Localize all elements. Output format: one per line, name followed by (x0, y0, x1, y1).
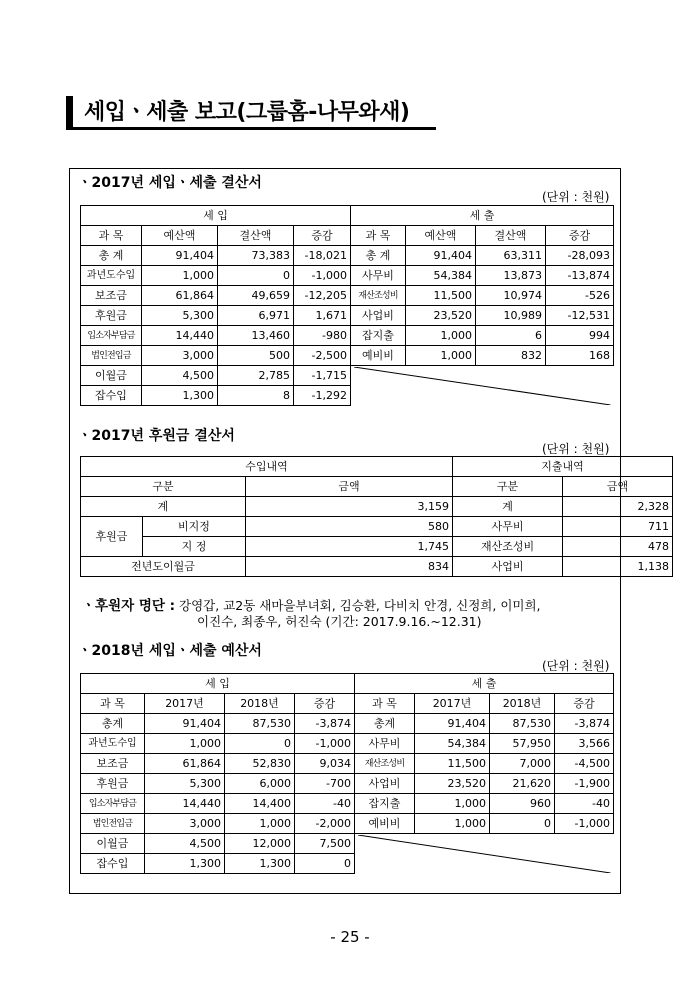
value-cell: 7,000 (490, 754, 555, 774)
value-cell: 63,311 (476, 246, 546, 266)
expense-total-amount: 2,328 (563, 497, 673, 517)
value-cell: 1,000 (225, 814, 295, 834)
value-cell: -2,000 (295, 814, 355, 834)
value-cell: 960 (490, 794, 555, 814)
value-cell: -980 (294, 326, 351, 346)
income-header: 세 입 (81, 674, 355, 694)
value-cell: 1,000 (415, 814, 490, 834)
sponsor-list-line1: 강영갑, 교2동 새마을부녀회, 김승환, 다비치 안경, 신정희, 이미희, (179, 598, 541, 613)
value-cell: 1,671 (294, 306, 351, 326)
value-cell: 0 (225, 734, 295, 754)
value-cell: -40 (555, 794, 614, 814)
designated-amount: 1,745 (246, 537, 453, 557)
value-cell: 54,384 (406, 266, 476, 286)
value-cell: 14,440 (145, 794, 225, 814)
row-label: 이월금 (81, 366, 142, 386)
value-cell: -40 (295, 794, 355, 814)
expense-total-label: 계 (453, 497, 563, 517)
col-header: 금액 (563, 477, 673, 497)
row-label: 사업비 (351, 306, 406, 326)
value-cell: 52,830 (225, 754, 295, 774)
row-label: 잡지출 (355, 794, 415, 814)
page-title: 세입ㆍ세출 보고(그룹홈-나무와새) (84, 100, 410, 125)
col-header: 결산액 (476, 226, 546, 246)
expense-header: 세 출 (355, 674, 614, 694)
unit-label: (단위 : 천원) (542, 190, 610, 204)
sponsor-list-line2: 이진수, 최종우, 허진숙 (기간: 2017.9.16.~12.31) (197, 614, 482, 629)
undesignated-label: 비지정 (143, 517, 246, 537)
value-cell: 91,404 (145, 714, 225, 734)
value-cell: 1,000 (406, 326, 476, 346)
expense-header: 지출내역 (453, 457, 673, 477)
settlement-2017-table (80, 205, 614, 406)
value-cell: 11,500 (406, 286, 476, 306)
value-cell: 91,404 (406, 246, 476, 266)
expense-item-label: 사무비 (453, 517, 563, 537)
section-2017-donation-title: ㆍ2017년 후원금 결산서 (78, 428, 235, 444)
row-label: 사무비 (351, 266, 406, 286)
row-label: 입소자부담금 (81, 326, 142, 346)
value-cell: 1,000 (415, 794, 490, 814)
row-label: 잡수입 (81, 386, 142, 406)
value-cell: 73,383 (218, 246, 294, 266)
row-label: 과년도수입 (81, 734, 145, 754)
value-cell: 3,566 (555, 734, 614, 754)
value-cell: 61,864 (142, 286, 218, 306)
value-cell: 23,520 (406, 306, 476, 326)
row-label: 후원금 (81, 774, 145, 794)
row-label: 법인전입금 (81, 346, 142, 366)
value-cell: -1,292 (294, 386, 351, 406)
value-cell: 3,000 (145, 814, 225, 834)
value-cell: 1,300 (142, 386, 218, 406)
value-cell: 23,520 (415, 774, 490, 794)
value-cell: -1,900 (555, 774, 614, 794)
value-cell: 49,659 (218, 286, 294, 306)
value-cell: 1,000 (406, 346, 476, 366)
value-cell: 57,950 (490, 734, 555, 754)
col-header: 과 목 (351, 226, 406, 246)
value-cell: 5,300 (145, 774, 225, 794)
value-cell: 14,400 (225, 794, 295, 814)
budget-2018-table (80, 673, 614, 874)
col-header: 예산액 (406, 226, 476, 246)
expense-item-amount: 478 (563, 537, 673, 557)
col-header: 2018년 (490, 694, 555, 714)
value-cell: 10,974 (476, 286, 546, 306)
income-header: 수입내역 (81, 457, 453, 477)
col-header: 2017년 (145, 694, 225, 714)
section-2017-settlement-title: ㆍ2017년 세입ㆍ세출 결산서 (78, 175, 262, 191)
row-label: 잡수입 (81, 854, 145, 874)
value-cell: 4,500 (145, 834, 225, 854)
value-cell: 5,300 (142, 306, 218, 326)
value-cell: -3,874 (555, 714, 614, 734)
row-label: 잡지출 (351, 326, 406, 346)
col-header: 금액 (246, 477, 453, 497)
row-label: 총계 (81, 714, 145, 734)
sponsor-list (82, 598, 541, 630)
col-header: 증감 (295, 694, 355, 714)
col-header: 과 목 (81, 226, 142, 246)
value-cell: 8 (218, 386, 294, 406)
row-label: 총 계 (351, 246, 406, 266)
value-cell: 21,620 (490, 774, 555, 794)
row-label: 후원금 (81, 306, 142, 326)
value-cell: 12,000 (225, 834, 295, 854)
title-accent-bar (66, 96, 73, 128)
row-label: 입소자부담금 (81, 794, 145, 814)
expense-item-amount: 711 (563, 517, 673, 537)
row-label: 사업비 (355, 774, 415, 794)
value-cell: 1,000 (145, 734, 225, 754)
value-cell: -1,000 (555, 814, 614, 834)
value-cell: -1,715 (294, 366, 351, 386)
value-cell: -526 (546, 286, 614, 306)
value-cell: 500 (218, 346, 294, 366)
value-cell: -2,500 (294, 346, 351, 366)
income-header: 세 입 (81, 206, 351, 226)
row-label: 총 계 (81, 246, 142, 266)
value-cell: -13,874 (546, 266, 614, 286)
page-number: - 25 - (330, 928, 370, 946)
col-header: 예산액 (142, 226, 218, 246)
col-header: 2017년 (415, 694, 490, 714)
row-label: 사무비 (355, 734, 415, 754)
value-cell: -18,021 (294, 246, 351, 266)
value-cell: -1,000 (295, 734, 355, 754)
row-label: 재산조성비 (351, 286, 406, 306)
value-cell: 1,300 (225, 854, 295, 874)
value-cell: -1,000 (294, 266, 351, 286)
row-label: 재산조성비 (355, 754, 415, 774)
value-cell: 1,300 (145, 854, 225, 874)
value-cell: 87,530 (490, 714, 555, 734)
value-cell: -28,093 (546, 246, 614, 266)
value-cell: 994 (546, 326, 614, 346)
col-header: 증감 (555, 694, 614, 714)
col-header: 결산액 (218, 226, 294, 246)
carryover-label: 전년도이월금 (81, 557, 246, 577)
value-cell: 4,500 (142, 366, 218, 386)
value-cell: 2,785 (218, 366, 294, 386)
value-cell: -3,874 (295, 714, 355, 734)
value-cell: 1,000 (142, 266, 218, 286)
expense-item-amount: 1,138 (563, 557, 673, 577)
row-label: 예비비 (355, 814, 415, 834)
diagonal-line (354, 367, 611, 405)
value-cell: 9,034 (295, 754, 355, 774)
col-header: 과 목 (81, 694, 145, 714)
value-cell: 14,440 (142, 326, 218, 346)
value-cell: -12,205 (294, 286, 351, 306)
row-label: 총계 (355, 714, 415, 734)
sponsor-category-label: 후원금 (81, 517, 143, 557)
row-label: 법인전입금 (81, 814, 145, 834)
income-total-amount: 3,159 (246, 497, 453, 517)
title-underline (66, 127, 436, 130)
value-cell: 7,500 (295, 834, 355, 854)
page-title-block (66, 92, 436, 128)
value-cell: 3,000 (142, 346, 218, 366)
expense-item-label: 사업비 (453, 557, 563, 577)
value-cell: 6,000 (225, 774, 295, 794)
value-cell: 13,873 (476, 266, 546, 286)
value-cell: 0 (295, 854, 355, 874)
carryover-amount: 834 (246, 557, 453, 577)
row-label: 예비비 (351, 346, 406, 366)
value-cell: 6,971 (218, 306, 294, 326)
diagonal-line (358, 835, 611, 873)
value-cell: 54,384 (415, 734, 490, 754)
col-header: 구분 (81, 477, 246, 497)
expense-item-label: 재산조성비 (453, 537, 563, 557)
value-cell: 168 (546, 346, 614, 366)
value-cell: 87,530 (225, 714, 295, 734)
col-header: 과 목 (355, 694, 415, 714)
value-cell: -12,531 (546, 306, 614, 326)
sponsor-list-label: ㆍ후원자 명단 : (82, 598, 176, 614)
row-label: 보조금 (81, 286, 142, 306)
donation-2017-table (80, 456, 673, 577)
value-cell: 11,500 (415, 754, 490, 774)
unit-label: (단위 : 천원) (542, 659, 610, 673)
designated-label: 지 정 (143, 537, 246, 557)
value-cell: 61,864 (145, 754, 225, 774)
col-header: 증감 (294, 226, 351, 246)
value-cell: 13,460 (218, 326, 294, 346)
value-cell: -700 (295, 774, 355, 794)
value-cell: 91,404 (142, 246, 218, 266)
undesignated-amount: 580 (246, 517, 453, 537)
value-cell: -4,500 (555, 754, 614, 774)
col-header: 2018년 (225, 694, 295, 714)
value-cell: 0 (218, 266, 294, 286)
income-total-label: 계 (81, 497, 246, 517)
empty-expense-area (355, 834, 614, 874)
col-header: 구분 (453, 477, 563, 497)
unit-label: (단위 : 천원) (542, 442, 610, 456)
col-header: 증감 (546, 226, 614, 246)
value-cell: 832 (476, 346, 546, 366)
value-cell: 91,404 (415, 714, 490, 734)
row-label: 과년도수입 (81, 266, 142, 286)
expense-header: 세 출 (351, 206, 614, 226)
row-label: 보조금 (81, 754, 145, 774)
section-2018-budget-title: ㆍ2018년 세입ㆍ세출 예산서 (78, 643, 262, 659)
value-cell: 0 (490, 814, 555, 834)
empty-expense-area (351, 366, 614, 406)
value-cell: 6 (476, 326, 546, 346)
value-cell: 10,989 (476, 306, 546, 326)
row-label: 이월금 (81, 834, 145, 854)
